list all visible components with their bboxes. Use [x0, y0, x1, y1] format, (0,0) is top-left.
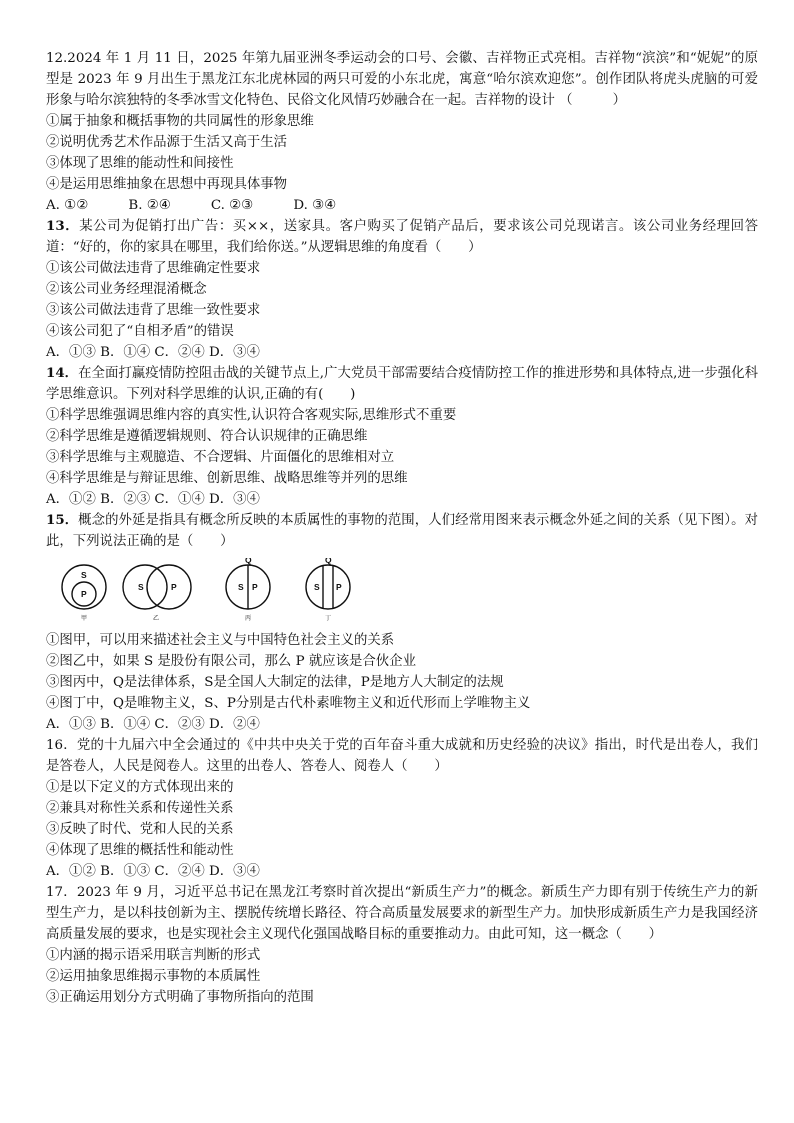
answer-choices: A. ①② B. ②④ C. ②③ D. ③④	[46, 198, 337, 213]
option-4: ④科学思维是与辩证思维、创新思维、战略思维等并列的思维	[46, 471, 408, 486]
question-stem: 17．2023 年 9 月，习近平总书记在黑龙江考察时首次提出“新质生产力”的概念。新质生产力即有别于传统生产力的新型生产力，是以科技创新为主、摆脱传统增长路径、符合高质量发展要求的新型生产力。加快形成新质生产力是我国经济高质量发展的要求，也是实现社会主义现代化强国战略目标的重要推动力。由此可知，这一概念（ ）	[46, 885, 758, 942]
figure-bing-label-p: P	[252, 582, 258, 592]
question-14	[46, 363, 758, 510]
answer-choices: A．①② B．②③ C．①④ D．③④	[46, 492, 260, 507]
figure-caption-bing: 丙	[245, 615, 252, 622]
figure-jia-label-s: S	[81, 570, 87, 580]
option-2: ②运用抽象思维揭示事物的本质属性	[46, 969, 261, 984]
venn-diagrams	[52, 558, 372, 622]
option-4: ④是运用思维抽象在思想中再现具体事物	[46, 177, 288, 192]
option-1: ①科学思维强调思维内容的真实性,认识符合客观实际,思维形式不重要	[46, 408, 457, 423]
question-12	[46, 48, 758, 216]
option-2: ②说明优秀艺术作品源于生活又高于生活	[46, 135, 288, 150]
figure-jia-label-p: P	[81, 589, 87, 599]
figure-ding-circle	[306, 565, 350, 609]
question-stem: 13．某公司为促销打出广告：买××，送家具。客户购买了促销产品后，要求该公司兑现诺言。该公司业务经理回答道：“好的，你的家具在哪里，我们给你送。”从逻辑思维的角度看（ ）	[46, 218, 759, 255]
question-15	[46, 510, 758, 735]
option-3: ③正确运用划分方式明确了事物所指向的范围	[46, 990, 314, 1005]
question-stem: 16．党的十九届六中全会通过的《中共中央关于党的百年奋斗重大成就和历史经验的决议》指出，时代是出卷人，我们是答卷人，人民是阅卷人。这里的出卷人、答卷人、阅卷人（ ）	[46, 738, 758, 774]
figure-yi-circle-p	[147, 565, 191, 609]
answer-choices: A．①③ B．①④ C．②③ D．②④	[46, 717, 260, 732]
option-1: ①内涵的揭示语采用联言判断的形式	[46, 948, 261, 963]
answer-choices: A．①② B．①③ C．②④ D．③④	[46, 864, 260, 879]
figure-caption-ding: 丁	[325, 615, 332, 622]
option-1: ①属于抽象和概括事物的共同属性的形象思维	[46, 114, 314, 129]
option-2: ②兼具对称性关系和传递性关系	[46, 801, 234, 816]
option-1: ①是以下定义的方式体现出来的	[46, 780, 234, 795]
option-4: ④该公司犯了“自相矛盾”的错误	[46, 324, 234, 339]
figure-ding-label-s: S	[314, 582, 320, 592]
option-3: ③科学思维与主观臆造、不合逻辑、片面僵化的思维相对立	[46, 450, 395, 465]
figure-bing-label-q: Q	[245, 558, 252, 565]
figure-yi-circle-s	[123, 565, 167, 609]
question-stem: 12.2024 年 1 月 11 日，2025 年第九届亚洲冬季运动会的口号、会徽、吉祥物正式亮相。吉祥物“滨滨”和“妮妮”的原型是 2023 年 9 月出生于黑龙江东北虎林园的两只可爱的小东北虎，寓意“哈尔滨欢迎您”。创作团队将虎头虎脑的可爱形象与哈尔滨独特的冬季冰雪文化特色、民俗文化风情巧妙融合在一起。吉祥物的设计 （ ）	[46, 51, 758, 108]
answer-choices: A．①③ B．①④ C．②④ D．③④	[46, 345, 260, 360]
question-13	[46, 216, 758, 363]
figure-yi-label-s: S	[138, 582, 144, 592]
option-1: ①该公司做法违背了思维确定性要求	[46, 261, 261, 276]
figure-ding-label-q: Q	[325, 558, 332, 565]
figure-caption-yi: 乙	[153, 615, 160, 622]
option-4: ④体现了思维的概括性和能动性	[46, 843, 234, 858]
question-17	[46, 882, 758, 1008]
option-4: ④图丁中，Q是唯物主义，S、P分别是古代朴素唯物主义和近代形而上学唯物主义	[46, 696, 531, 711]
concept-extension-figure	[52, 558, 758, 622]
figure-yi-label-p: P	[171, 582, 177, 592]
option-3: ③体现了思维的能动性和间接性	[46, 156, 234, 171]
figure-caption-jia: 甲	[81, 615, 88, 622]
option-2: ②图乙中，如果 S 是股份有限公司，那么 P 就应该是合伙企业	[46, 654, 416, 669]
question-stem: 15．概念的外延是指具有概念所反映的本质属性的事物的范围，人们经常用图来表示概念外延之间的关系（见下图）。对此，下列说法正确的是（ ）	[46, 512, 758, 549]
option-3: ③该公司做法违背了思维一致性要求	[46, 303, 261, 318]
question-16	[46, 735, 758, 882]
exam-page	[46, 48, 758, 1008]
figure-ding-label-p: P	[336, 582, 342, 592]
option-2: ②科学思维是遵循逻辑规则、符合认识规律的正确思维	[46, 429, 368, 444]
option-3: ③反映了时代、党和人民的关系	[46, 822, 234, 837]
option-3: ③图丙中，Q是法律体系，S是全国人大制定的法律，P是地方人大制定的法规	[46, 675, 504, 690]
question-stem: 14．在全面打赢疫情防控阻击战的关键节点上,广大党员干部需要结合疫情防控工作的推进形势和具体特点,进一步强化科学思维意识。下列对科学思维的认识,正确的有( )	[46, 365, 758, 402]
option-1: ①图甲，可以用来描述社会主义与中国特色社会主义的关系	[46, 633, 395, 648]
figure-bing-label-s: S	[238, 582, 244, 592]
option-2: ②该公司业务经理混淆概念	[46, 282, 207, 297]
